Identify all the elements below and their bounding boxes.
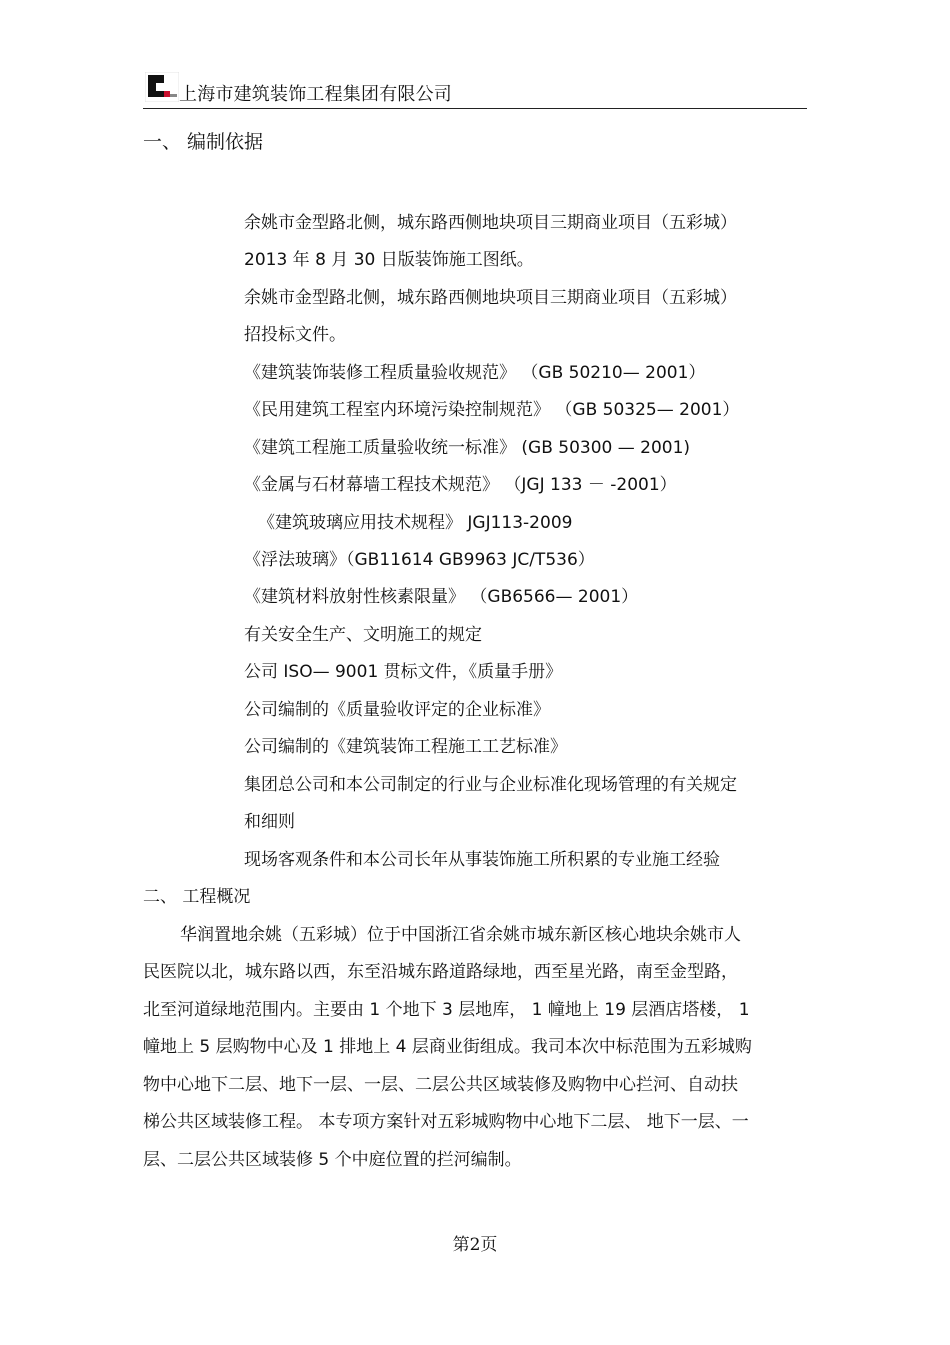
basis-item: 2013 年 8 月 30 日版装饰施工图纸。	[244, 250, 534, 270]
page-header	[143, 70, 807, 109]
basis-item: 《民用建筑工程室内环境污染控制规范》 （GB 50325— 2001）	[244, 400, 740, 420]
basis-item: 和细则	[244, 812, 295, 832]
basis-item: 《金属与石材幕墙工程技术规范》 （JGJ 133 － -2001）	[244, 475, 677, 495]
basis-item: 《建筑装饰装修工程质量验收规范》 （GB 50210— 2001）	[244, 363, 706, 383]
basis-item: 《浮法玻璃》（GB11614 GB9963 JC/T536）	[244, 550, 595, 570]
basis-item: 《建筑玻璃应用技术规程》 JGJ113-2009	[258, 513, 573, 533]
overview-line: 北至河道绿地范围内。主要由 1 个地下 3 层地库， 1 幢地上 19 层酒店塔楼， 1	[143, 1000, 750, 1020]
company-logo-icon	[145, 72, 179, 102]
basis-item: 集团总公司和本公司制定的行业与企业标准化现场管理的有关规定	[244, 775, 737, 795]
basis-item: 余姚市金型路北侧，城东路西侧地块项目三期商业项目（五彩城）	[244, 288, 737, 308]
basis-item: 《建筑工程施工质量验收统一标准》 (GB 50300 — 2001)	[244, 438, 691, 458]
basis-item: 余姚市金型路北侧，城东路西侧地块项目三期商业项目（五彩城）	[244, 213, 737, 233]
basis-item: 公司编制的《质量验收评定的企业标准》	[244, 700, 550, 720]
overview-line: 民医院以北，城东路以西，东至沿城东路道路绿地，西至星光路，南至金型路，	[143, 962, 738, 982]
basis-item: 《建筑材料放射性核素限量》 （GB6566— 2001）	[244, 587, 639, 607]
section-1-title: 一、 编制依据	[143, 131, 264, 153]
basis-item: 公司 ISO— 9001 贯标文件，《质量手册》	[244, 662, 563, 682]
section-2-title: 二、 工程概况	[143, 887, 251, 907]
overview-line: 幢地上 5 层购物中心及 1 排地上 4 层商业街组成。我司本次中标范围为五彩城购	[143, 1037, 752, 1057]
basis-item: 现场客观条件和本公司长年从事装饰施工所积累的专业施工经验	[244, 850, 720, 870]
company-name: 上海市建筑装饰工程集团有限公司	[179, 84, 452, 105]
basis-item: 招投标文件。	[244, 325, 346, 345]
basis-item: 公司编制的《建筑装饰工程施工工艺标准》	[244, 737, 567, 757]
basis-item: 有关安全生产、文明施工的规定	[244, 625, 482, 645]
overview-line: 梯公共区域装修工程。 本专项方案针对五彩城购物中心地下二层、 地下一层、一	[143, 1112, 749, 1132]
overview-line: 层、二层公共区域装修 5 个中庭位置的拦河编制。	[143, 1150, 522, 1170]
overview-line: 华润置地余姚（五彩城）位于中国浙江省余姚市城东新区核心地块余姚市人	[180, 925, 741, 945]
overview-line: 物中心地下二层、地下一层、一层、二层公共区域装修及购物中心拦河、自动扶	[143, 1075, 738, 1095]
page-number: 第2页	[452, 1235, 498, 1255]
